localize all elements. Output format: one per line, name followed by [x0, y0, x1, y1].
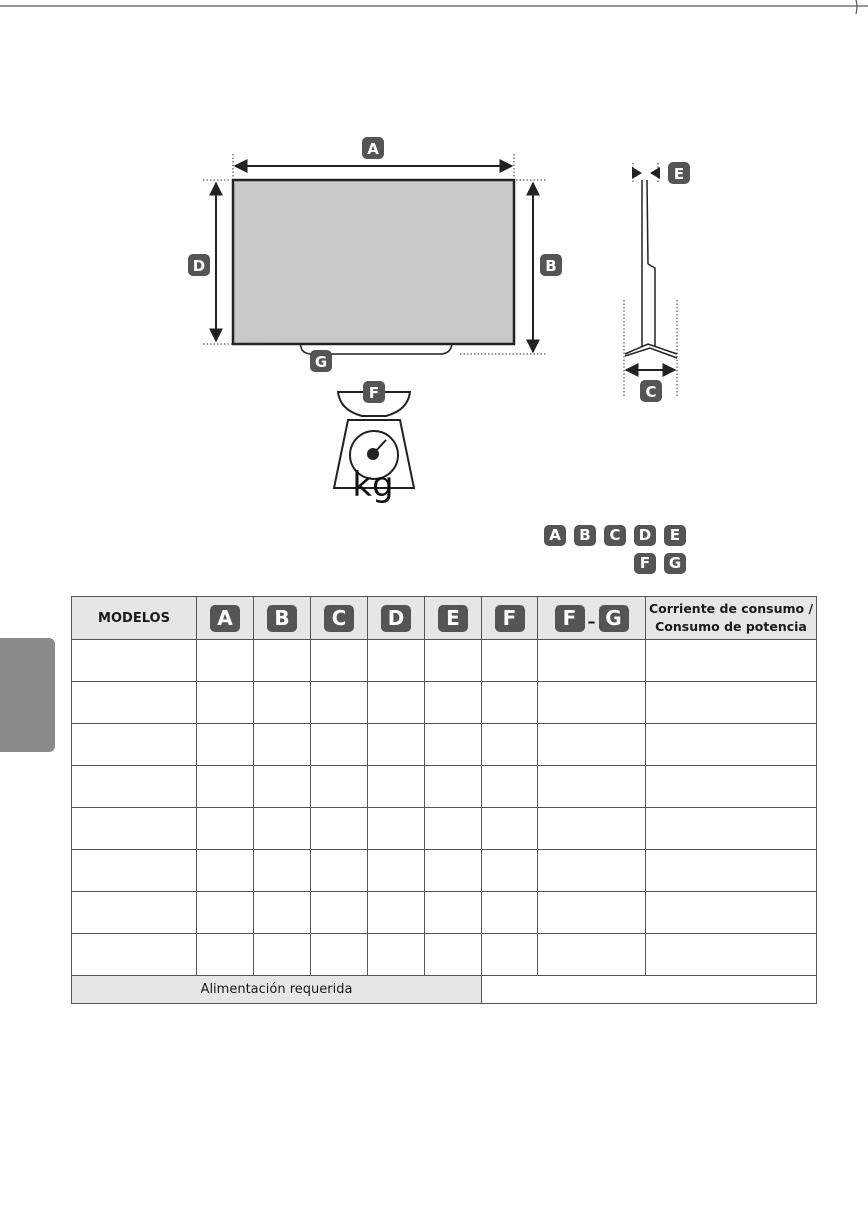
table-cell	[646, 850, 817, 892]
header-c: C	[311, 597, 368, 640]
legend-badge-f: F	[634, 553, 656, 574]
table-cell	[482, 934, 538, 976]
table-cell	[197, 934, 254, 976]
table-row	[72, 766, 817, 808]
table-cell	[646, 766, 817, 808]
table-cell	[482, 640, 538, 682]
power-required-row	[72, 976, 817, 1004]
legend-badge-a: A	[544, 525, 566, 546]
table-cell	[482, 850, 538, 892]
table-row	[72, 892, 817, 934]
table-cell	[311, 892, 368, 934]
table-cell	[425, 766, 482, 808]
table-cell	[254, 724, 311, 766]
table-cell	[482, 724, 538, 766]
label-badge-f	[363, 381, 385, 403]
table-cell	[197, 640, 254, 682]
header-d: D	[368, 597, 425, 640]
table-cell	[311, 850, 368, 892]
table-cell	[425, 850, 482, 892]
table-cell	[538, 682, 646, 724]
svg-text:D: D	[192, 257, 206, 275]
table-cell	[482, 892, 538, 934]
legend-badge-c: C	[604, 525, 626, 546]
label-badge-b	[540, 254, 562, 276]
table-cell	[646, 934, 817, 976]
table-cell	[72, 724, 197, 766]
table-cell	[646, 724, 817, 766]
legend-badge-e: E	[664, 525, 686, 546]
svg-text:C: C	[645, 383, 657, 401]
tv-side-profile	[625, 180, 677, 358]
table-cell	[368, 850, 425, 892]
legend-badge-d: D	[634, 525, 656, 546]
table-cell	[482, 808, 538, 850]
table-cell	[311, 682, 368, 724]
table-cell	[368, 724, 425, 766]
table-cell	[254, 892, 311, 934]
table-cell	[482, 766, 538, 808]
power-required-value	[482, 976, 817, 1004]
table-cell	[425, 682, 482, 724]
table-cell	[368, 808, 425, 850]
label-badge-c	[640, 380, 662, 402]
table-cell	[368, 682, 425, 724]
power-required-label: Alimentación requerida	[72, 976, 482, 1004]
header-power: Corriente de consumo / Consumo de potencia	[646, 597, 817, 640]
unit-kg: kg	[352, 465, 394, 505]
table-cell	[72, 934, 197, 976]
header-f-minus-g: F – G	[538, 597, 646, 640]
table-cell	[425, 640, 482, 682]
header-b: B	[254, 597, 311, 640]
table-cell	[368, 766, 425, 808]
table-cell	[311, 724, 368, 766]
table-cell	[538, 724, 646, 766]
table-header-row	[72, 597, 817, 640]
spec-table	[71, 596, 817, 1004]
table-cell	[311, 934, 368, 976]
table-row	[72, 808, 817, 850]
table-row	[72, 640, 817, 682]
label-badge-e	[668, 162, 690, 184]
tv-front	[233, 180, 514, 354]
table-cell	[538, 892, 646, 934]
svg-text:F: F	[368, 384, 380, 402]
table-cell	[254, 850, 311, 892]
table-cell	[538, 850, 646, 892]
side-tab	[0, 638, 55, 752]
header-a: A	[197, 597, 254, 640]
table-cell	[72, 640, 197, 682]
table-cell	[311, 766, 368, 808]
svg-text:A: A	[367, 140, 379, 158]
table-cell	[311, 640, 368, 682]
table-cell	[197, 808, 254, 850]
table-cell	[254, 934, 311, 976]
table-cell	[254, 808, 311, 850]
table-cell	[368, 640, 425, 682]
table-cell	[538, 808, 646, 850]
table-cell	[425, 934, 482, 976]
svg-text:B: B	[545, 257, 557, 275]
table-cell	[482, 682, 538, 724]
table-cell	[538, 766, 646, 808]
legend	[540, 525, 690, 577]
table-cell	[646, 640, 817, 682]
table-cell	[311, 808, 368, 850]
legend-badge-g: G	[664, 553, 686, 574]
table-cell	[538, 640, 646, 682]
svg-text:G: G	[314, 353, 328, 371]
table-cell	[197, 766, 254, 808]
header-f: F	[482, 597, 538, 640]
svg-text:E: E	[673, 165, 685, 183]
header-models: MODELOS	[72, 597, 197, 640]
table-cell	[254, 640, 311, 682]
table-row	[72, 934, 817, 976]
table-row	[72, 682, 817, 724]
table-cell	[72, 892, 197, 934]
label-badge-d	[188, 254, 210, 276]
legend-badge-b: B	[574, 525, 596, 546]
table-cell	[72, 850, 197, 892]
table-cell	[538, 934, 646, 976]
table-cell	[197, 724, 254, 766]
table-cell	[368, 892, 425, 934]
table-cell	[646, 892, 817, 934]
label-badge-g	[310, 350, 332, 372]
table-cell	[254, 682, 311, 724]
dimension-diagram	[0, 0, 868, 520]
table-cell	[197, 682, 254, 724]
table-cell	[72, 808, 197, 850]
table-cell	[425, 808, 482, 850]
table-cell	[425, 724, 482, 766]
table-cell	[197, 892, 254, 934]
table-cell	[646, 682, 817, 724]
table-cell	[254, 766, 311, 808]
table-row	[72, 724, 817, 766]
table-cell	[72, 766, 197, 808]
table-row	[72, 850, 817, 892]
header-e: E	[425, 597, 482, 640]
table-cell	[646, 808, 817, 850]
table-cell	[72, 682, 197, 724]
table-cell	[425, 892, 482, 934]
label-badge-a	[362, 137, 384, 159]
table-cell	[197, 850, 254, 892]
table-cell	[368, 934, 425, 976]
